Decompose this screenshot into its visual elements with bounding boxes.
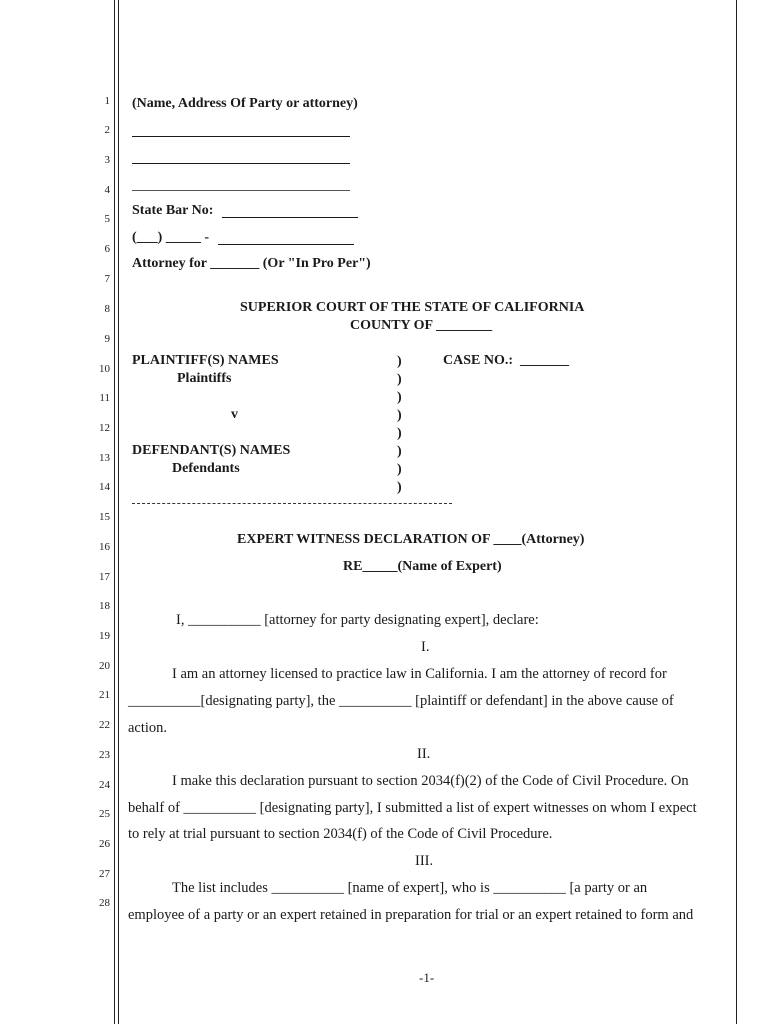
- line-number: 9: [104, 333, 110, 345]
- right-margin-rule: [736, 0, 737, 1024]
- caption-paren: ): [397, 390, 402, 405]
- line-number: 6: [104, 243, 110, 255]
- county-line: COUNTY OF ________: [350, 318, 493, 333]
- phone-blank: [218, 244, 354, 245]
- line-number: 18: [99, 600, 110, 612]
- left-margin-rule-outer: [114, 0, 115, 1024]
- line-number: 28: [99, 897, 110, 909]
- attorney-for-line: Attorney for _______ (Or "In Pro Per"): [132, 256, 371, 271]
- line-number: 2: [104, 124, 110, 136]
- line-number: 1: [104, 95, 110, 107]
- party-header: (Name, Address Of Party or attorney): [132, 96, 358, 111]
- state-bar-blank: [222, 217, 358, 218]
- line-number: 8: [104, 303, 110, 315]
- line-number: 26: [99, 838, 110, 850]
- paragraph-line: employee of a party or an expert retained in preparation for trial or an expert retained to form and: [128, 907, 694, 923]
- page-number: -1-: [419, 970, 435, 985]
- paragraph-line: to rely at trial pursuant to section 2034(f) of the Code of Civil Procedure.: [128, 826, 553, 842]
- line-number: 21: [99, 689, 110, 701]
- caption-paren: ): [397, 354, 402, 369]
- address-blank-line-3: [132, 190, 350, 191]
- line-number: 27: [99, 868, 110, 880]
- phone-line: (___) _____ -: [132, 230, 209, 245]
- line-number: 10: [99, 363, 110, 375]
- paragraph-line: action.: [128, 720, 168, 736]
- line-number: 23: [99, 749, 110, 761]
- caption-paren: ): [397, 462, 402, 477]
- paragraph-line: behalf of __________ [designating party], I submitted a list of expert witnesses on whom I expect: [128, 800, 697, 816]
- versus: v: [231, 407, 238, 422]
- paragraph-line: The list includes __________ [name of expert], who is __________ [a party or an: [172, 880, 648, 896]
- plaintiffs-label: Plaintiffs: [177, 371, 232, 386]
- section-heading: III.: [415, 853, 434, 869]
- caption-paren: ): [397, 444, 402, 459]
- line-number: 20: [99, 660, 110, 672]
- case-number: CASE NO.: _______: [443, 353, 570, 368]
- paragraph-line: I make this declaration pursuant to section 2034(f)(2) of the Code of Civil Procedure. On: [172, 773, 689, 789]
- line-number: 3: [104, 154, 110, 166]
- court-name: SUPERIOR COURT OF THE STATE OF CALIFORNIA: [240, 300, 585, 315]
- line-number: 19: [99, 630, 110, 642]
- left-margin-rule-inner: [118, 0, 119, 1024]
- line-number: 12: [99, 422, 110, 434]
- declare-line: I, __________ [attorney for party designating expert], declare:: [176, 612, 539, 628]
- caption-paren: ): [397, 426, 402, 441]
- line-number: 17: [99, 571, 110, 583]
- paragraph-line: I am an attorney licensed to practice law in California. I am the attorney of record for: [172, 666, 667, 682]
- line-number: 13: [99, 452, 110, 464]
- section-heading: II.: [417, 746, 431, 762]
- address-blank-line-1: [132, 136, 350, 137]
- line-number: 14: [99, 481, 110, 493]
- defendants-label: Defendants: [172, 461, 240, 476]
- caption-paren: ): [397, 480, 402, 495]
- caption-paren: ): [397, 372, 402, 387]
- line-number: 5: [104, 213, 110, 225]
- line-number: 11: [99, 392, 110, 404]
- line-number: 24: [99, 779, 110, 791]
- line-number: 16: [99, 541, 110, 553]
- address-blank-line-2: [132, 163, 350, 164]
- paragraph-line: __________[designating party], the __________ [plaintiff or defendant] in the above cause of: [128, 693, 674, 709]
- line-number: 7: [104, 273, 110, 285]
- title-line-1: EXPERT WITNESS DECLARATION OF ____(Attorney): [237, 532, 585, 547]
- caption-paren: ): [397, 408, 402, 423]
- line-number: 15: [99, 511, 110, 523]
- state-bar-label: State Bar No:: [132, 203, 214, 218]
- line-number: 25: [99, 808, 110, 820]
- line-number: 22: [99, 719, 110, 731]
- caption-dashed-divider: [132, 503, 452, 504]
- title-line-2: RE_____(Name of Expert): [343, 559, 502, 574]
- plaintiff-names: PLAINTIFF(S) NAMES: [132, 353, 279, 368]
- defendant-names: DEFENDANT(S) NAMES: [132, 443, 291, 458]
- section-heading: I.: [421, 639, 430, 655]
- line-number: 4: [104, 184, 110, 196]
